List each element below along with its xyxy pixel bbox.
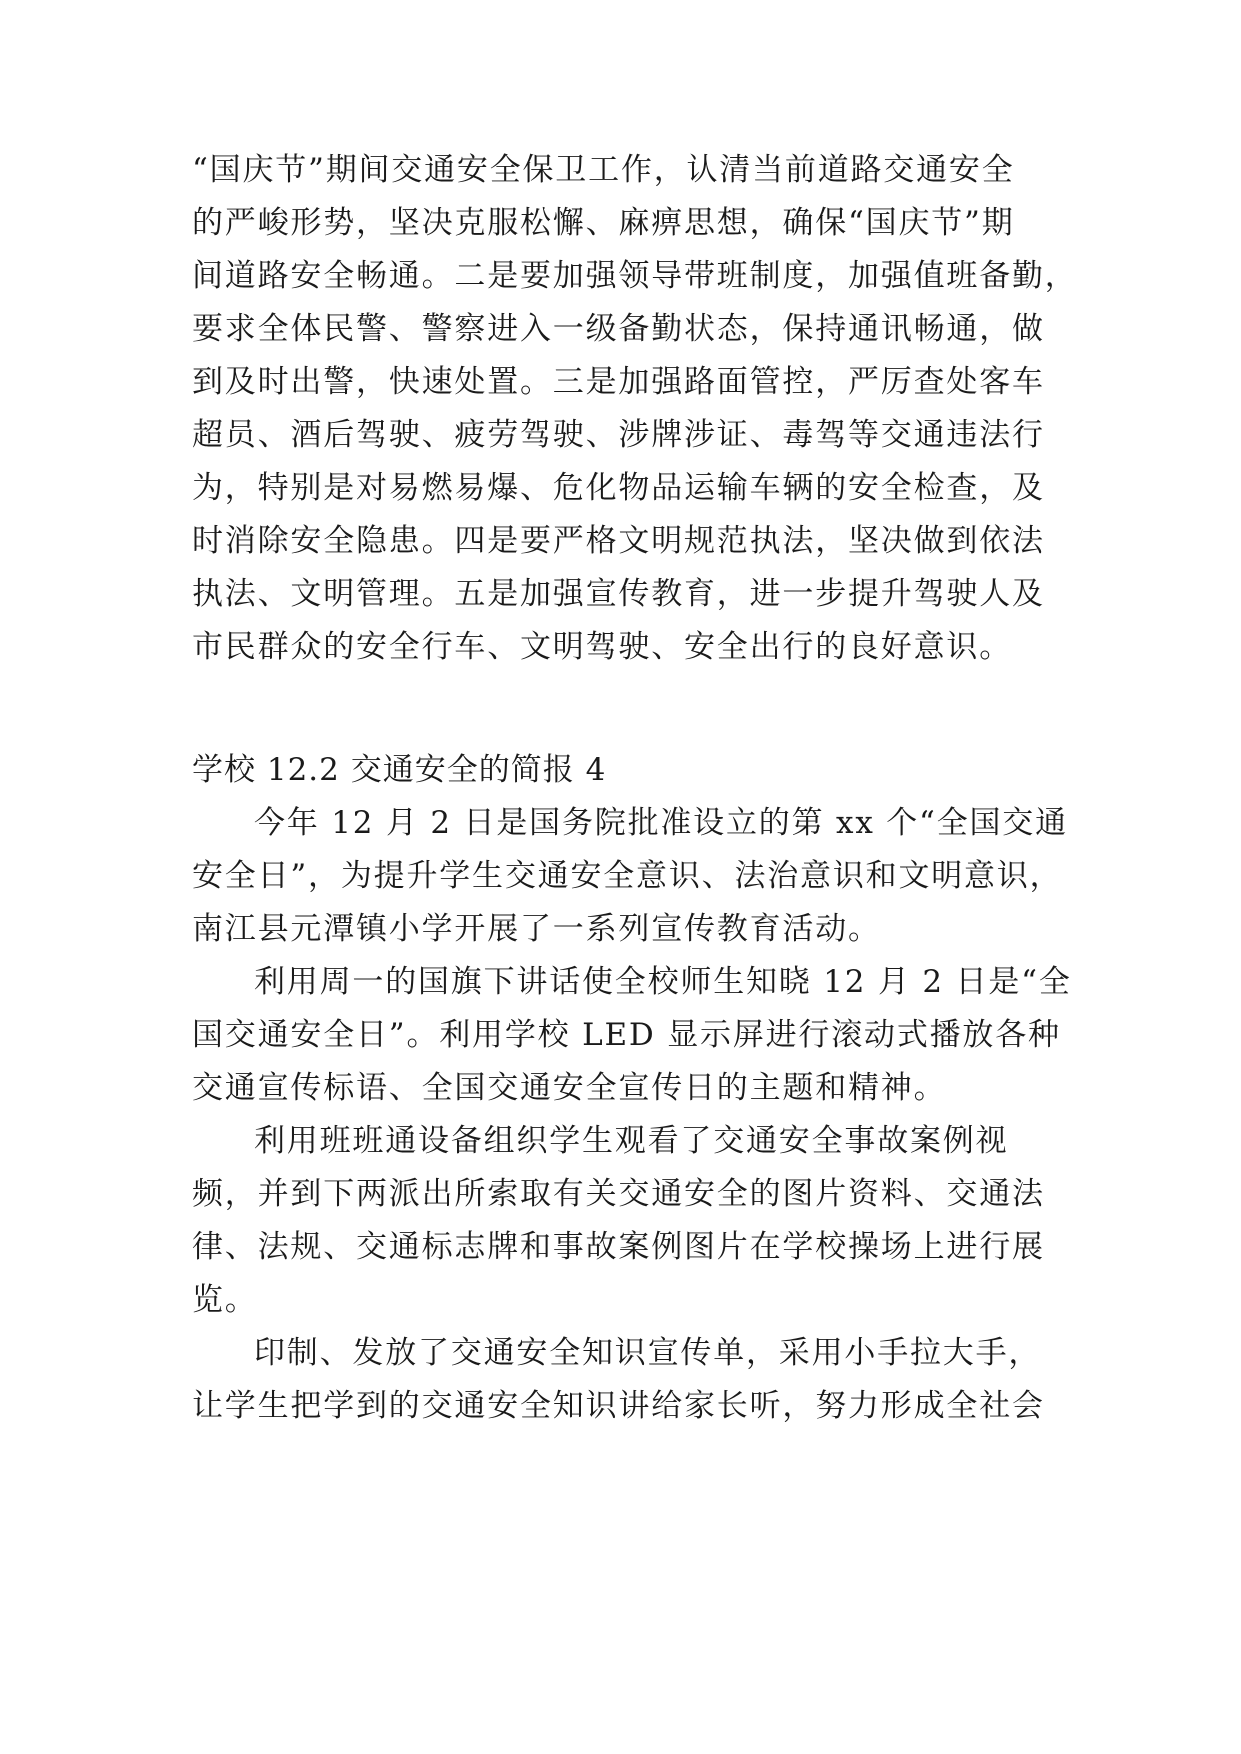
paragraph-1-line-3: 间道路安全畅通。二是要加强领导带班制度，加强值班备勤， <box>192 258 1078 294</box>
paragraph-1-line-2: 的严峻形势，坚决克服松懈、麻痹思想，确保“国庆节”期 <box>192 205 1015 241</box>
paragraph-1-line-6: 超员、酒后驾驶、疲劳驾驶、涉牌涉证、毒驾等交通违法行 <box>192 417 1045 453</box>
paragraph-3-line-1: 利用周一的国旗下讲话使全校师生知晓 12 月 2 日是“全 <box>254 964 1072 1000</box>
paragraph-2-line-1: 今年 12 月 2 日是国务院批准设立的第 xx 个“全国交通 <box>254 805 1068 841</box>
paragraph-1-line-9: 执法、文明管理。五是加强宣传教育，进一步提升驾驶人及 <box>192 576 1045 612</box>
paragraph-5-line-1: 印制、发放了交通安全知识宣传单，采用小手拉大手， <box>254 1335 1042 1371</box>
paragraph-2-line-3: 南江县元潭镇小学开展了一系列宣传教育活动。 <box>192 911 881 947</box>
section-title: 学校 12.2 交通安全的简报 4 <box>192 752 607 788</box>
paragraph-5-line-2: 让学生把学到的交通安全知识讲给家长听，努力形成全社会 <box>192 1388 1045 1424</box>
paragraph-4-line-1: 利用班班通设备组织学生观看了交通安全事故案例视 <box>254 1123 1009 1159</box>
paragraph-4-line-2: 频，并到下两派出所索取有关交通安全的图片资料、交通法 <box>192 1176 1045 1212</box>
paragraph-3-line-3: 交通宣传标语、全国交通安全宣传日的主题和精神。 <box>192 1070 947 1106</box>
paragraph-1-line-7: 为，特别是对易燃易爆、危化物品运输车辆的安全检查，及 <box>192 470 1045 506</box>
paragraph-1-line-8: 时消除安全隐患。四是要严格文明规范执法，坚决做到依法 <box>192 523 1045 559</box>
paragraph-1-line-10: 市民群众的安全行车、文明驾驶、安全出行的良好意识。 <box>192 629 1012 665</box>
paragraph-4-line-3: 律、法规、交通标志牌和事故案例图片在学校操场上进行展 <box>192 1229 1045 1265</box>
paragraph-1-line-4: 要求全体民警、警察进入一级备勤状态，保持通讯畅通，做 <box>192 311 1045 347</box>
paragraph-1-line-5: 到及时出警，快速处置。三是加强路面管控，严厉查处客车 <box>192 364 1045 400</box>
paragraph-3-line-2: 国交通安全日”。利用学校 LED 显示屏进行滚动式播放各种 <box>192 1017 1061 1053</box>
paragraph-1-line-1: “国庆节”期间交通安全保卫工作，认清当前道路交通安全 <box>192 152 1015 188</box>
paragraph-2-line-2: 安全日”，为提升学生交通安全意识、法治意识和文明意识， <box>192 858 1063 894</box>
paragraph-4-line-4: 览。 <box>192 1282 258 1318</box>
